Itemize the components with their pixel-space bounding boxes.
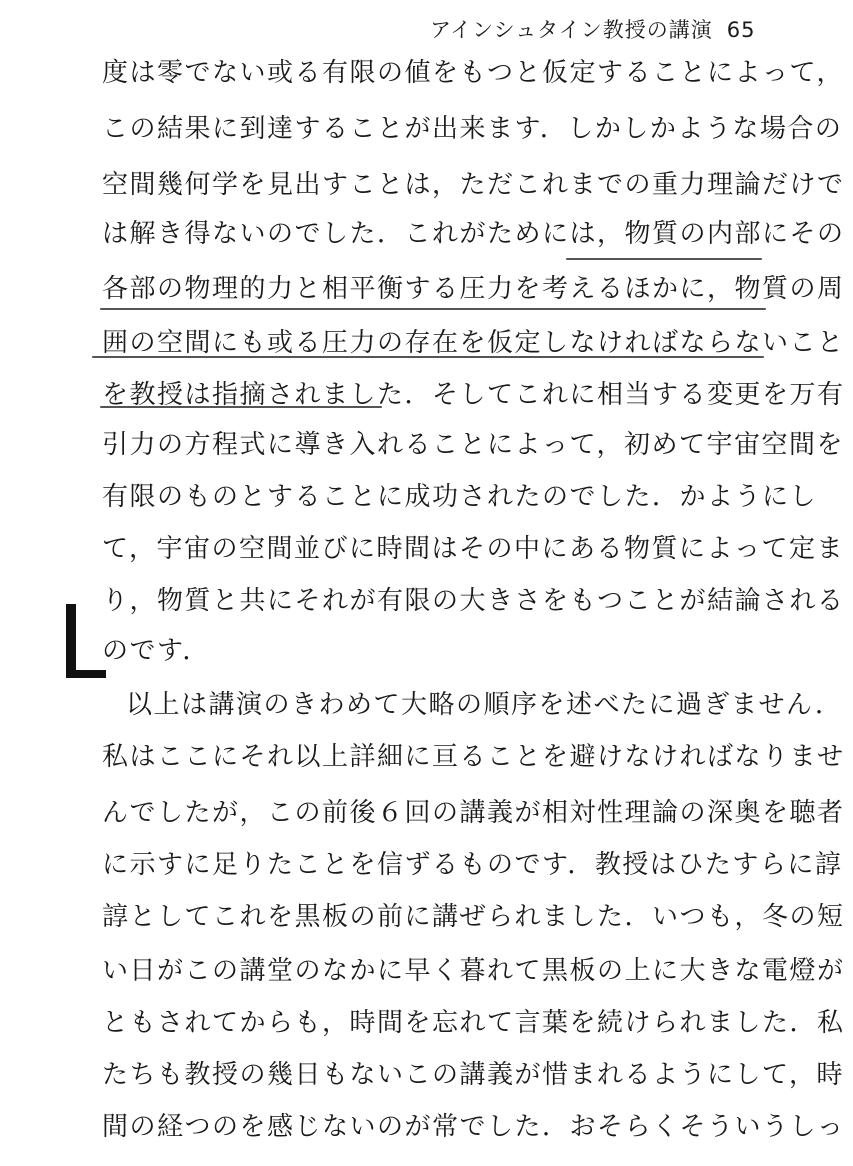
text-line: て，宇宙の空間並びに時間はその中にある物質によって定ま [102, 534, 844, 564]
running-head [430, 14, 755, 44]
pencil-underline [100, 406, 382, 408]
text-line: ともされてからも，時間を忘れて言葉を続けられました．私 [102, 1008, 845, 1038]
text-line: 以上は講演のきわめて大略の順序を述べたに過ぎません． [126, 690, 843, 720]
text-line: 度は零でない或る有限の値をもつと仮定することによって， [102, 58, 844, 88]
text-line: 諄としてこれを黒板の前に講ぜられました．いつも，冬の短 [102, 902, 845, 932]
margin-bracket-mark [66, 604, 76, 678]
pencil-underline [566, 258, 762, 260]
text-line: 間の経つのを感じないのが常でした．おそらくそういうしっ [102, 1112, 845, 1142]
text-line: 私はここにそれ以上詳細に亘ることを避けなければなりませ [102, 742, 845, 772]
text-line: を教授は指摘されました．そしてこれに相当する変更を万有 [102, 380, 845, 410]
text-line: たちも教授の幾日もないこの講義が惜まれるようにして，時 [102, 1060, 844, 1090]
text-line: り，物質と共にそれが有限の大きさをもつことが結論される [102, 586, 845, 616]
text-line: 引力の方程式に導き入れることによって，初めて宇宙空間を [102, 430, 844, 460]
page-number: 65 [726, 18, 756, 42]
margin-bracket-mark [66, 670, 106, 678]
text-line: に示すに足りたことを信ずるものです．教授はひたすらに諄 [102, 850, 843, 880]
text-line: い日がこの講堂のなかに早く暮れて黒板の上に大きな電燈が [102, 956, 845, 986]
running-title: アインシュタイン教授の講演 [430, 18, 713, 42]
text-line: この結果に到達することが出来ます．しかしかような場合の [102, 114, 843, 144]
text-line: のです． [102, 636, 210, 666]
text-line: 有限のものとすることに成功されたのでした．かようにし [102, 482, 818, 512]
pencil-underline [92, 356, 764, 358]
text-line: 各部の物理的力と相平衡する圧力を考えるほかに，物質の周 [102, 274, 845, 304]
text-line: 空間幾何学を見出すことは，ただこれまでの重力理論だけで [102, 170, 845, 200]
text-line: 囲の空間にも或る圧力の存在を仮定しなければならないこと [102, 328, 845, 358]
text-line: んでしたが，この前後６回の講義が相対性理論の深奥を聴者 [102, 798, 845, 828]
text-line: は解き得ないのでした．これがためには，物質の内部にその [102, 219, 845, 249]
pencil-underline [100, 308, 766, 310]
